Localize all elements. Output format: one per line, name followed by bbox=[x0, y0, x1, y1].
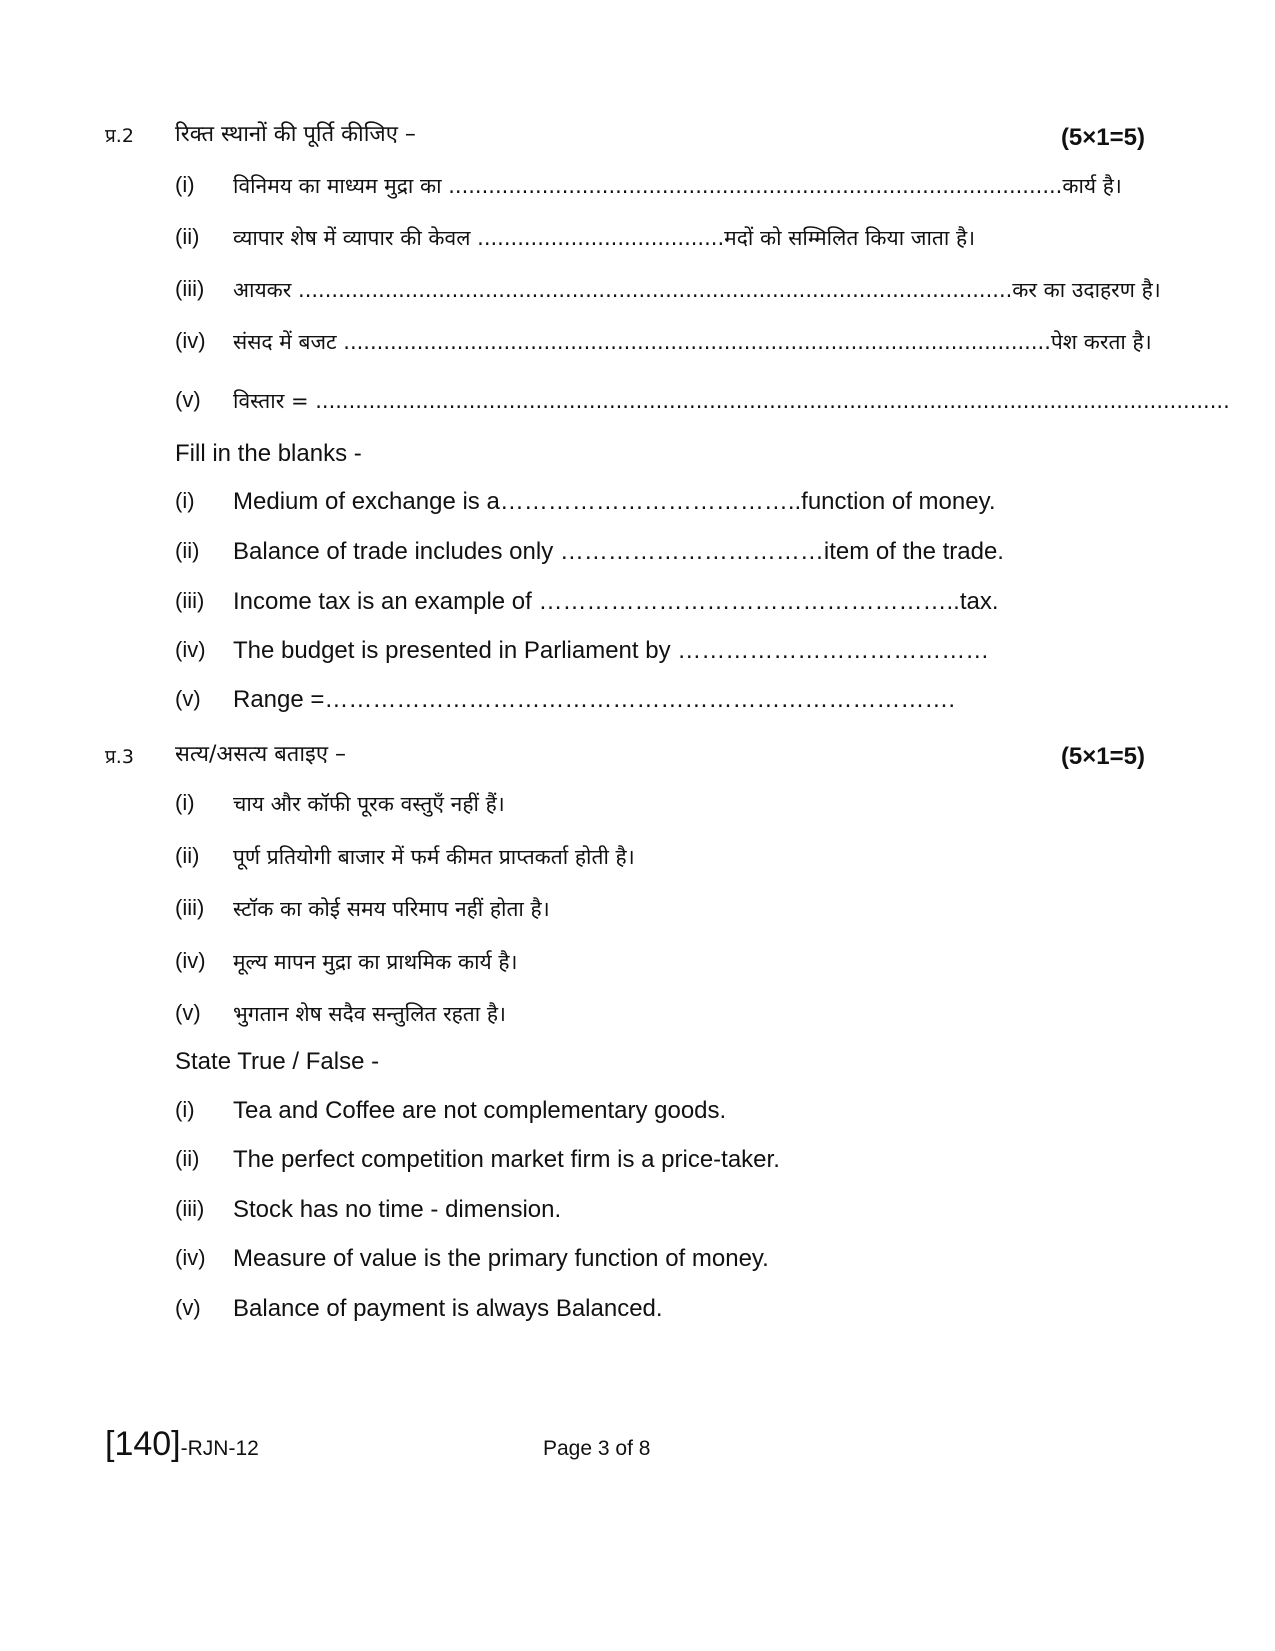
paper-code-suffix: -RJN-12 bbox=[180, 1437, 259, 1460]
item-text: The budget is presented in Parliament by ………………………………… bbox=[233, 637, 990, 664]
item-text: चाय और कॉफी पूरक वस्तुएँ नहीं हैं। bbox=[233, 792, 505, 816]
item-number: (i) bbox=[175, 488, 195, 513]
item-number: (iv) bbox=[175, 637, 206, 662]
item-number: (iv) bbox=[175, 948, 206, 973]
item-number: (v) bbox=[175, 1295, 201, 1320]
item-text: आयकर ...........................................................................................................कर का उदाहरण है। bbox=[233, 278, 1161, 302]
item-text: The perfect competition market firm is a price-taker. bbox=[233, 1146, 780, 1173]
item-number: (ii) bbox=[175, 224, 200, 249]
item-text: विस्तार = ......................................................................................................................................... bbox=[233, 389, 1230, 413]
item-number: (iv) bbox=[175, 328, 206, 353]
item-text: Income tax is an example of ……………………………………………..tax. bbox=[233, 588, 999, 615]
item-number: (iii) bbox=[175, 588, 205, 613]
item-number: (ii) bbox=[175, 1146, 200, 1171]
item-text: व्यापार शेष में व्यापार की केवल .....................................मदों को सम्मिलित किया जाता है। bbox=[233, 226, 976, 250]
item-text: विनिमय का माध्यम मुद्रा का ............................................................................................कार्य है। bbox=[233, 174, 1122, 198]
item-number: (v) bbox=[175, 1000, 201, 1025]
item-text: Tea and Coffee are not complementary goods. bbox=[233, 1097, 727, 1124]
paper-code bbox=[105, 1425, 259, 1464]
q2-english-heading: Fill in the blanks - bbox=[175, 440, 362, 467]
item-text: Measure of value is the primary function of money. bbox=[233, 1245, 769, 1272]
item-text: Stock has no time - dimension. bbox=[233, 1196, 562, 1223]
item-number: (v) bbox=[175, 686, 201, 711]
item-number: (i) bbox=[175, 1097, 195, 1122]
page-number: Page 3 of 8 bbox=[543, 1437, 651, 1460]
item-number: (iii) bbox=[175, 276, 205, 301]
item-number: (iv) bbox=[175, 1245, 206, 1270]
paper-code-main: [140] bbox=[105, 1425, 181, 1463]
item-text: स्टॉक का कोई समय परिमाप नहीं होता है। bbox=[233, 897, 550, 921]
item-number: (iii) bbox=[175, 1196, 205, 1221]
q3-number: प्र.3 bbox=[105, 746, 134, 768]
item-text: Range =……………………………………………………………………. bbox=[233, 686, 956, 713]
q2-number: प्र.2 bbox=[105, 125, 134, 147]
item-number: (v) bbox=[175, 387, 201, 412]
item-number: (iii) bbox=[175, 895, 205, 920]
item-text: Medium of exchange is a………………………………..function of money. bbox=[233, 488, 996, 515]
item-text: संसद में बजट ..........................................................................................................पेश करता है। bbox=[233, 330, 1152, 354]
item-number: (ii) bbox=[175, 843, 200, 868]
item-text: भुगतान शेष सदैव सन्तुलित रहता है। bbox=[233, 1002, 507, 1026]
q3-english-heading: State True / False - bbox=[175, 1048, 380, 1075]
item-number: (ii) bbox=[175, 538, 200, 563]
item-text: Balance of payment is always Balanced. bbox=[233, 1295, 663, 1322]
q3-title: सत्य/असत्य बताइए – bbox=[175, 742, 346, 767]
item-text: Balance of trade includes only ……………………………item of the trade. bbox=[233, 538, 1004, 565]
q2-marks: (5×1=5) bbox=[1060, 124, 1145, 151]
q2-title: रिक्त स्थानों की पूर्ति कीजिए – bbox=[175, 122, 416, 147]
item-number: (i) bbox=[175, 172, 195, 197]
item-number: (i) bbox=[175, 790, 195, 815]
item-text: मूल्य मापन मुद्रा का प्राथमिक कार्य है। bbox=[233, 950, 518, 974]
item-text: पूर्ण प्रतियोगी बाजार में फर्म कीमत प्राप्तकर्ता होती है। bbox=[233, 845, 635, 869]
q3-marks: (5×1=5) bbox=[1060, 743, 1145, 770]
